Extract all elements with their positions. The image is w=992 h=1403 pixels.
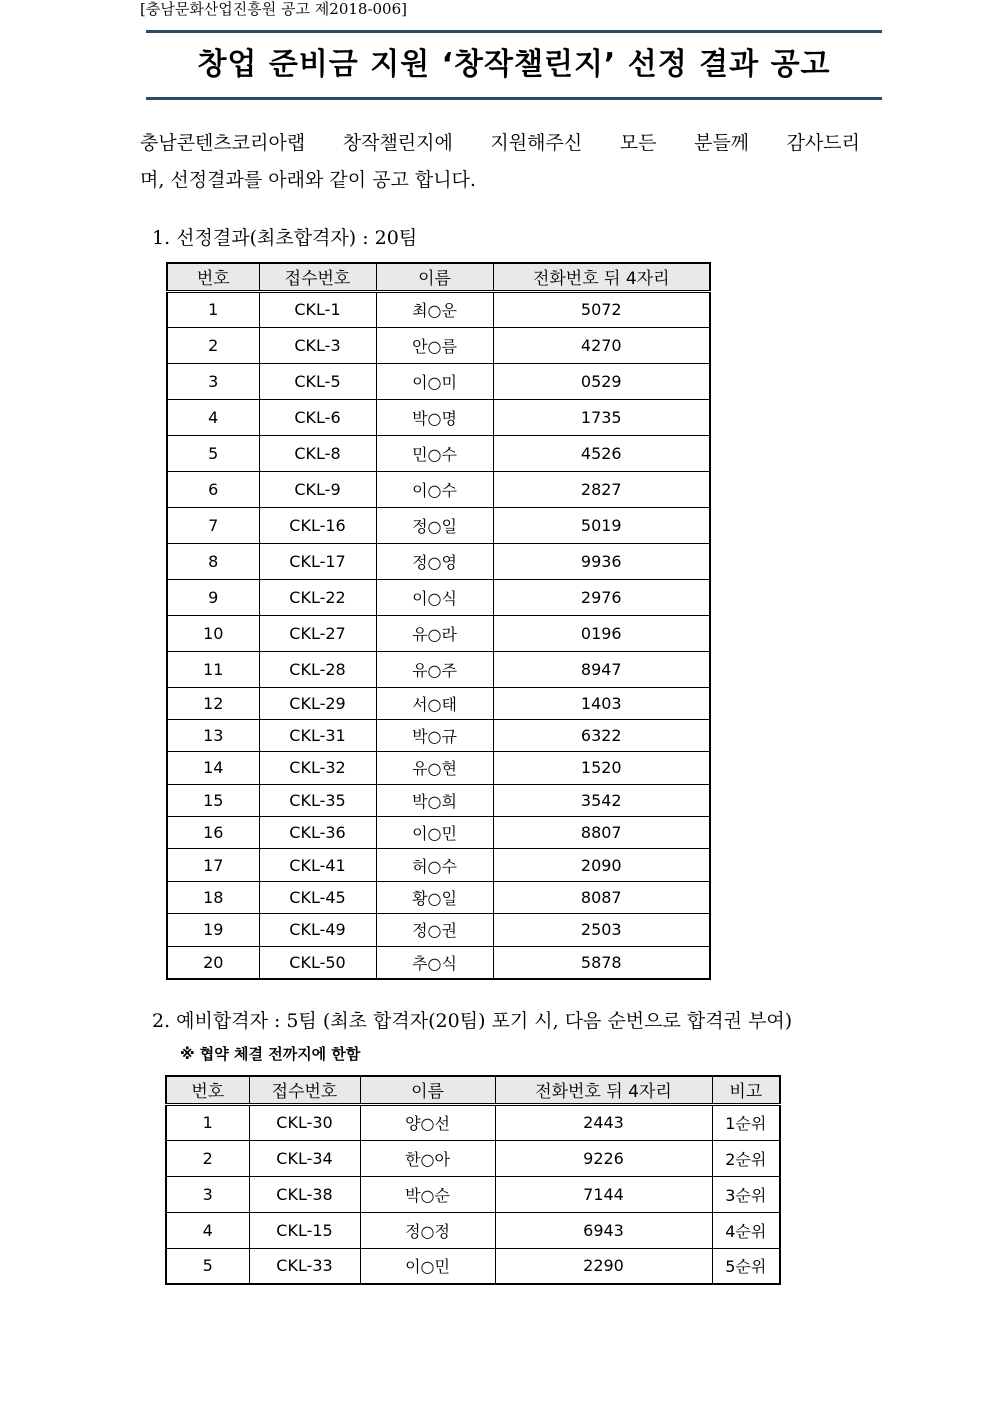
table-cell: 3 xyxy=(167,363,259,399)
table-cell: 3순위 xyxy=(712,1176,780,1212)
intro-line-2: 며, 선정결과를 아래와 같이 공고 합니다. xyxy=(140,169,476,191)
table-cell: 1 xyxy=(166,1104,249,1140)
table-cell: 박○희 xyxy=(376,784,493,816)
table-cell: CKL-36 xyxy=(259,817,376,849)
table-cell: 한○아 xyxy=(360,1140,495,1176)
table-cell: 정○영 xyxy=(376,543,493,579)
table-cell: 4순위 xyxy=(712,1212,780,1248)
table-cell: 이○수 xyxy=(376,471,493,507)
table-row xyxy=(167,543,710,579)
table-row xyxy=(166,1212,780,1248)
table-cell: 4526 xyxy=(493,435,710,471)
table-cell: CKL-41 xyxy=(259,849,376,881)
table-cell: CKL-45 xyxy=(259,881,376,913)
table-cell: 4270 xyxy=(493,327,710,363)
table-row xyxy=(167,291,710,327)
column-header: 비고 xyxy=(712,1076,780,1104)
table-cell: 9226 xyxy=(495,1140,712,1176)
page-title: 창업 준비금 지원 ‘창작챌린지’ 선정 결과 공고 xyxy=(197,47,831,82)
table-cell: 15 xyxy=(167,784,259,816)
table-cell: CKL-27 xyxy=(259,615,376,651)
table-row xyxy=(167,914,710,946)
table-row xyxy=(166,1140,780,1176)
table-cell: 1735 xyxy=(493,399,710,435)
table-cell: 0196 xyxy=(493,615,710,651)
table-cell: 박○명 xyxy=(376,399,493,435)
reserve-selection-table xyxy=(165,1075,781,1285)
table-cell: 9 xyxy=(167,579,259,615)
final-selection-table xyxy=(166,262,711,980)
table-cell: 박○순 xyxy=(360,1176,495,1212)
table-cell: 9936 xyxy=(493,543,710,579)
table-cell: CKL-6 xyxy=(259,399,376,435)
table-cell: 안○름 xyxy=(376,327,493,363)
table-row xyxy=(167,579,710,615)
column-header: 접수번호 xyxy=(249,1076,360,1104)
table-cell: 1 xyxy=(167,291,259,327)
table-cell: 이○미 xyxy=(376,363,493,399)
section2-heading: 2. 예비합격자 : 5팀 (최초 합격자(20팀) 포기 시, 다음 순번으로 합격권 부여) xyxy=(152,1010,793,1032)
table-cell: CKL-15 xyxy=(249,1212,360,1248)
table-cell: CKL-17 xyxy=(259,543,376,579)
table-row xyxy=(167,399,710,435)
table-cell: CKL-8 xyxy=(259,435,376,471)
table-row xyxy=(167,471,710,507)
column-header: 번호 xyxy=(166,1076,249,1104)
table-cell: 5019 xyxy=(493,507,710,543)
table-row xyxy=(167,817,710,849)
table-cell: CKL-49 xyxy=(259,914,376,946)
table-cell: 3 xyxy=(166,1176,249,1212)
intro-paragraph xyxy=(140,125,860,199)
table-cell: 2290 xyxy=(495,1248,712,1284)
table-cell: CKL-5 xyxy=(259,363,376,399)
table-cell: 6943 xyxy=(495,1212,712,1248)
table-cell: 0529 xyxy=(493,363,710,399)
column-header: 이름 xyxy=(360,1076,495,1104)
table-cell: 2976 xyxy=(493,579,710,615)
table-cell: 황○일 xyxy=(376,881,493,913)
table-cell: 11 xyxy=(167,651,259,687)
table-row xyxy=(166,1248,780,1284)
table-cell: 14 xyxy=(167,752,259,784)
table-cell: 2827 xyxy=(493,471,710,507)
table-row xyxy=(167,327,710,363)
title-bottom-rule xyxy=(146,97,882,100)
table-row xyxy=(167,946,710,978)
table-cell: CKL-9 xyxy=(259,471,376,507)
table-cell: 2503 xyxy=(493,914,710,946)
table-cell: 8 xyxy=(167,543,259,579)
table-cell: 민○수 xyxy=(376,435,493,471)
table-cell: 추○식 xyxy=(376,946,493,978)
table-cell: 6322 xyxy=(493,719,710,751)
table-cell: 5 xyxy=(166,1248,249,1284)
table-cell: CKL-31 xyxy=(259,719,376,751)
table-cell: 19 xyxy=(167,914,259,946)
table-cell: 이○식 xyxy=(376,579,493,615)
table-cell: CKL-22 xyxy=(259,579,376,615)
table-cell: 5072 xyxy=(493,291,710,327)
table-cell: 20 xyxy=(167,946,259,978)
table-header-row xyxy=(167,263,710,291)
table-cell: CKL-32 xyxy=(259,752,376,784)
column-header: 전화번호 뒤 4자리 xyxy=(495,1076,712,1104)
table-cell: 7144 xyxy=(495,1176,712,1212)
table-cell: 8807 xyxy=(493,817,710,849)
table-cell: 16 xyxy=(167,817,259,849)
section1-heading: 1. 선정결과(최초합격자) : 20팀 xyxy=(152,227,418,249)
table-cell: 5 xyxy=(167,435,259,471)
table-cell: 1순위 xyxy=(712,1104,780,1140)
table-cell: 8087 xyxy=(493,881,710,913)
table-row xyxy=(166,1104,780,1140)
column-header: 접수번호 xyxy=(259,263,376,291)
table-row xyxy=(166,1176,780,1212)
table-row xyxy=(167,507,710,543)
column-header: 이름 xyxy=(376,263,493,291)
table-cell: 유○주 xyxy=(376,651,493,687)
table-cell: 4 xyxy=(166,1212,249,1248)
table-row xyxy=(167,363,710,399)
table-cell: CKL-33 xyxy=(249,1248,360,1284)
section2-note: ※ 협약 체결 전까지에 한함 xyxy=(180,1045,361,1063)
table-cell: 1403 xyxy=(493,687,710,719)
table-cell: 1520 xyxy=(493,752,710,784)
table-row xyxy=(167,615,710,651)
table-cell: 6 xyxy=(167,471,259,507)
table-row xyxy=(167,719,710,751)
table-row xyxy=(167,784,710,816)
table-cell: 5순위 xyxy=(712,1248,780,1284)
table-row xyxy=(167,687,710,719)
table-cell: CKL-35 xyxy=(259,784,376,816)
table-cell: 2090 xyxy=(493,849,710,881)
table-cell: 이○민 xyxy=(360,1248,495,1284)
table-cell: 최○운 xyxy=(376,291,493,327)
table-row xyxy=(167,651,710,687)
table-row xyxy=(167,849,710,881)
table-cell: CKL-34 xyxy=(249,1140,360,1176)
table-cell: 7 xyxy=(167,507,259,543)
table-cell: 2 xyxy=(166,1140,249,1176)
table-cell: 10 xyxy=(167,615,259,651)
table-cell: 이○민 xyxy=(376,817,493,849)
table-row xyxy=(167,752,710,784)
table-cell: 2순위 xyxy=(712,1140,780,1176)
document-number: [충남문화산업진흥원 공고 제2018-006] xyxy=(140,0,407,18)
column-header: 전화번호 뒤 4자리 xyxy=(493,263,710,291)
table-cell: 정○권 xyxy=(376,914,493,946)
table-cell: 18 xyxy=(167,881,259,913)
title-top-rule xyxy=(146,30,882,33)
table-cell: 정○정 xyxy=(360,1212,495,1248)
table-cell: 박○규 xyxy=(376,719,493,751)
table-cell: 4 xyxy=(167,399,259,435)
table-cell: CKL-29 xyxy=(259,687,376,719)
table-cell: CKL-16 xyxy=(259,507,376,543)
table-cell: CKL-3 xyxy=(259,327,376,363)
table-cell: 12 xyxy=(167,687,259,719)
table-cell: CKL-30 xyxy=(249,1104,360,1140)
table-cell: 양○선 xyxy=(360,1104,495,1140)
column-header: 번호 xyxy=(167,263,259,291)
table-header-row xyxy=(166,1076,780,1104)
table-row xyxy=(167,435,710,471)
table-cell: CKL-38 xyxy=(249,1176,360,1212)
table-cell: 유○라 xyxy=(376,615,493,651)
table-cell: 8947 xyxy=(493,651,710,687)
table-cell: 유○현 xyxy=(376,752,493,784)
table-cell: 2 xyxy=(167,327,259,363)
table-cell: CKL-50 xyxy=(259,946,376,978)
table-cell: 허○수 xyxy=(376,849,493,881)
intro-line-1: 충남콘텐츠코리아랩 창작챌린지에 지원해주신 모든 분들께 감사드리 xyxy=(140,132,860,154)
table-cell: CKL-1 xyxy=(259,291,376,327)
table-cell: 13 xyxy=(167,719,259,751)
table-cell: 5878 xyxy=(493,946,710,978)
table-cell: 정○일 xyxy=(376,507,493,543)
table-cell: 3542 xyxy=(493,784,710,816)
table-cell: 서○태 xyxy=(376,687,493,719)
table-cell: 17 xyxy=(167,849,259,881)
table-row xyxy=(167,881,710,913)
table-cell: CKL-28 xyxy=(259,651,376,687)
table-cell: 2443 xyxy=(495,1104,712,1140)
